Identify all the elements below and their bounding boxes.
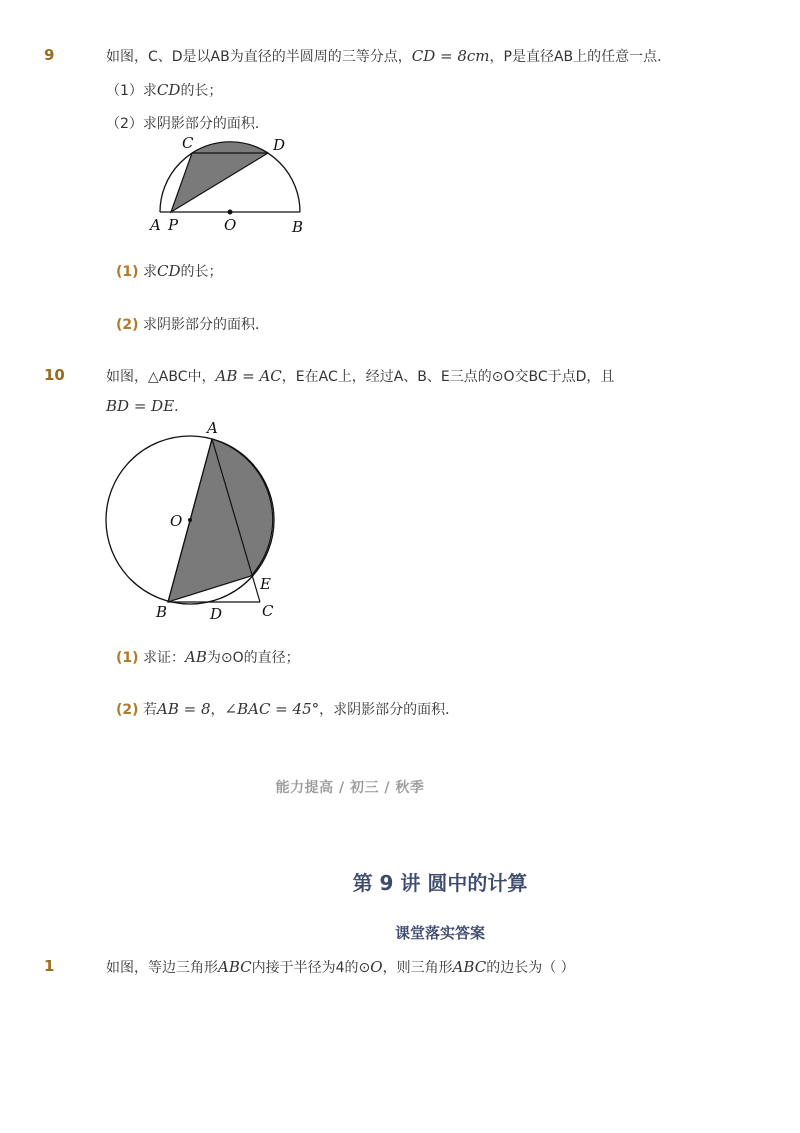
q9-ans1-arc: CD	[157, 262, 181, 280]
q10-stem-end: ．	[174, 399, 189, 415]
q10-figure	[100, 420, 300, 620]
q9-stem-c: ，P是直径AB上的任意一点．	[489, 49, 672, 65]
q10-label-d: D	[210, 605, 223, 620]
q10-answer-2	[116, 699, 459, 719]
q10-ans2-math2: ∠BAC = 45°	[224, 700, 320, 718]
q9-stem	[106, 46, 671, 66]
q10-center-dot	[188, 518, 192, 522]
q1-text-c: ，则三角形	[382, 960, 453, 976]
q10-stem-math: AB = AC	[215, 367, 282, 385]
q10-ans1-end: 为⊙O的直径；	[206, 650, 300, 666]
q9-stem-b: C、D是以AB为直径的半圆周的三等分点，	[148, 49, 412, 65]
lecture-subtitle: 课堂落实答案	[394, 924, 485, 942]
q9-ans1-label: (1)	[116, 264, 139, 280]
q9-answer-2	[116, 314, 269, 334]
question-number-9: 9	[44, 46, 55, 64]
q9-part1-end: 的长；	[180, 83, 223, 99]
q9-center-dot	[228, 210, 233, 215]
q9-answer-1	[116, 261, 223, 281]
question-number-10: 10	[44, 366, 65, 384]
q1-math2: O	[370, 958, 383, 976]
q10-label-c: C	[262, 602, 274, 620]
q9-shaded-region	[171, 142, 268, 212]
q10-ans2-text: 若	[143, 702, 157, 718]
q9-label-o: O	[224, 216, 237, 234]
q10-stem-line2	[106, 396, 188, 416]
q9-ans2-label: (2)	[116, 317, 139, 333]
q9-label-a: A	[150, 216, 161, 234]
q1-stem	[106, 957, 575, 977]
q10-label-o: O	[170, 512, 183, 530]
q9-ans2-text: 求阴影部分的面积．	[143, 317, 269, 333]
q1-text-d: 的边长为（ ）	[486, 960, 575, 976]
q10-ans2-label: (2)	[116, 702, 139, 718]
q9-ans1-end: 的长；	[180, 264, 223, 280]
q9-label-c: C	[182, 134, 194, 152]
q10-ans2-sep: ，	[210, 702, 225, 718]
q10-eq: =	[129, 397, 152, 415]
page-footer: 能力提高 / 初三 / 秋季	[275, 780, 425, 796]
q1-math3: ABC	[452, 958, 487, 976]
q9-label-d: D	[273, 136, 286, 154]
q10-stem	[106, 366, 614, 386]
q1-math1: ABC	[218, 958, 252, 976]
q10-arc-bd: BD	[106, 397, 130, 415]
q10-stem-a: 如图，	[106, 369, 148, 385]
q9-part1	[106, 80, 222, 100]
q10-label-a: A	[207, 420, 218, 437]
q9-ans1-text: 求	[143, 264, 157, 280]
q10-stem-c: ，E在AC上，经过A、B、E三点的⊙O交BC于点D，且	[281, 369, 615, 385]
q9-stem-math: CD = 8cm	[411, 47, 490, 65]
q10-label-e: E	[260, 575, 271, 593]
q10-shaded-region	[168, 439, 273, 602]
q10-arc-de: DE	[151, 397, 175, 415]
q1-text-a: 如图，等边三角形	[106, 960, 218, 976]
q10-ans1-label: (1)	[116, 650, 139, 666]
q10-ans1-math: AB	[185, 648, 207, 666]
q10-ans1-text: 求证：	[143, 650, 185, 666]
q9-stem-a: 如图，	[106, 49, 148, 65]
q10-ans2-end: ，求阴影部分的面积．	[319, 702, 460, 718]
q9-part1-arc: CD	[156, 81, 181, 99]
q10-answer-1	[116, 647, 300, 667]
q9-part2: （2）求阴影部分的面积．	[106, 116, 269, 132]
q1-text-b: 内接于半径为4的⊙	[251, 960, 371, 976]
q10-stem-b: △ABC中，	[148, 369, 216, 385]
q9-figure	[140, 132, 320, 242]
question-number-1: 1	[44, 957, 55, 975]
q10-label-b: B	[156, 603, 168, 620]
q9-part1-text: （1）求	[106, 83, 157, 99]
q9-label-b: B	[292, 218, 304, 236]
q9-label-p: P	[168, 216, 179, 234]
q10-ans2-math1: AB = 8	[157, 700, 211, 718]
lecture-title: 第 9 讲 圆中的计算	[352, 871, 528, 895]
